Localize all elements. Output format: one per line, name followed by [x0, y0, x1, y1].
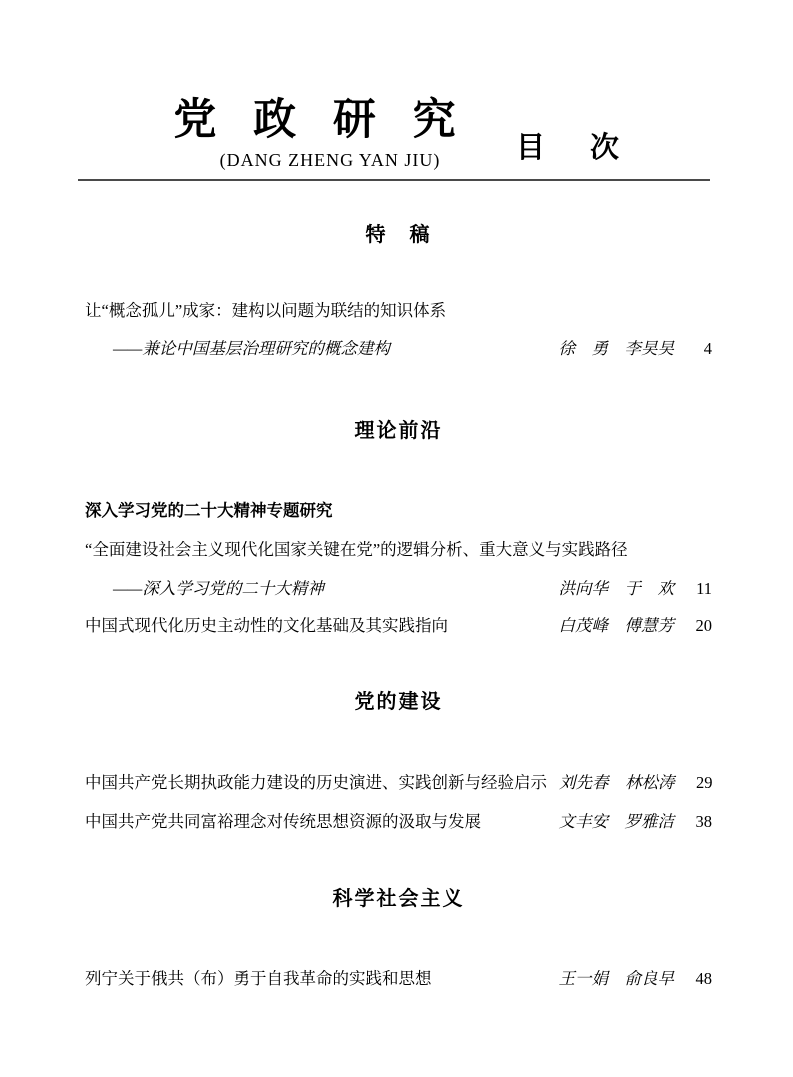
authors-wrap	[559, 579, 713, 599]
article-title: 中国式现代化历史主动性的文化基础及其实践指向	[85, 616, 448, 635]
article-title: 中国共产党共同富裕理念对传统思想资源的汲取与发展	[85, 812, 481, 831]
article-title: 列宁关于俄共（布）勇于自我革命的实践和思想	[85, 969, 432, 988]
article-subtitle-row	[85, 579, 712, 599]
article-title: 让“概念孤儿”成家：建构以问题为联结的知识体系	[85, 301, 447, 320]
article-subtitle: ——深入学习党的二十大精神	[113, 579, 324, 598]
toc-label: 目 次	[516, 132, 628, 164]
article-row	[85, 812, 712, 832]
section-heading-dangdejianshe: 党的建设	[354, 691, 443, 713]
authors-wrap	[559, 616, 713, 636]
article-page-number: 4	[703, 339, 712, 358]
article-page-number: 11	[696, 579, 712, 598]
article-row	[85, 773, 712, 793]
article-row	[85, 616, 712, 636]
article-subtitle: ——兼论中国基层治理研究的概念建构	[113, 339, 390, 358]
article-page-number: 29	[696, 773, 713, 792]
article-authors: 王一娟 俞良早	[558, 969, 674, 988]
header-rule	[78, 179, 710, 181]
section-heading-tegao: 特 稿	[365, 224, 432, 246]
journal-title: 党 政 研 究	[173, 97, 457, 144]
article-authors: 白茂峰 傅慧芳	[558, 616, 674, 635]
article-subtitle-row	[85, 339, 712, 359]
article-authors: 文丰安 罗雅洁	[558, 812, 674, 831]
journal-pinyin: (DANG ZHENG YAN JIU)	[219, 150, 441, 170]
article-page-number: 38	[695, 812, 712, 831]
article-authors: 洪向华 于 欢	[558, 579, 674, 598]
section-heading-kexueshehuizhuyi: 科学社会主义	[332, 888, 465, 910]
special-topic-heading: 深入学习党的二十大精神专题研究	[85, 502, 333, 520]
article-page-number: 48	[695, 969, 712, 988]
article-page-number: 20	[695, 616, 712, 635]
article-authors: 刘先春 林松涛	[559, 773, 675, 792]
article-title: 中国共产党长期执政能力建设的历史演进、实践创新与经验启示	[85, 773, 547, 792]
article-title: “全面建设社会主义现代化国家关键在党”的逻辑分析、重大意义与实践路径	[85, 540, 628, 559]
article-row	[85, 540, 712, 560]
authors-wrap	[559, 969, 713, 989]
article-row	[85, 969, 712, 989]
section-heading-lilunqianyan: 理论前沿	[354, 420, 443, 442]
authors-wrap	[559, 339, 713, 359]
article-authors: 徐 勇 李旲旲	[558, 339, 674, 358]
authors-wrap	[559, 773, 713, 793]
article-row	[85, 301, 712, 321]
authors-wrap	[559, 812, 713, 832]
